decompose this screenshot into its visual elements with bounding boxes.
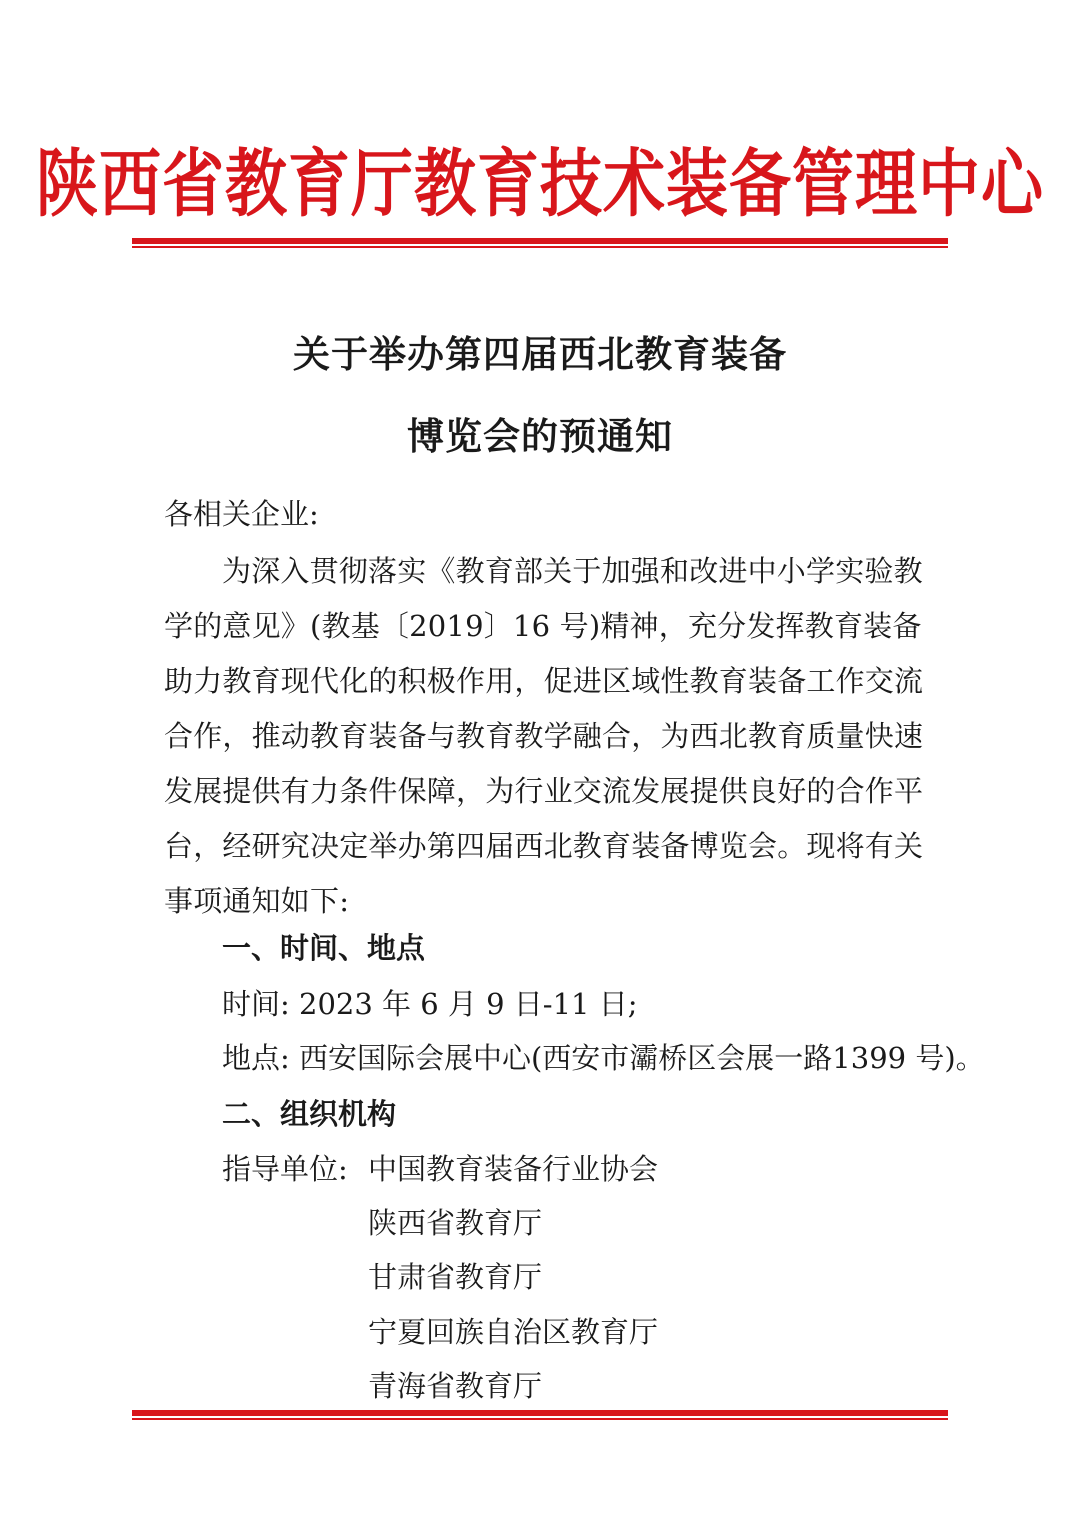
guidance-units-label: 指导单位: [222, 1152, 348, 1186]
salutation: 各相关企业: [164, 497, 319, 531]
paragraph-line: 学的意见》(教基〔2019〕16 号)精神，充分发挥教育装备 [164, 609, 922, 643]
document-title-line-2: 博览会的预通知 [407, 414, 673, 458]
rule-thick-line [132, 238, 948, 244]
event-time: 时间: 2023 年 6 月 9 日-11 日; [222, 987, 638, 1021]
paragraph-line: 合作，推动教育装备与教育教学融合，为西北教育质量快速 [164, 719, 924, 753]
guidance-unit: 宁夏回族自治区教育厅 [368, 1315, 659, 1349]
issuer-name: 陕西省教育厅教育技术装备管理中心 [36, 140, 1045, 227]
intro-paragraph [164, 554, 924, 939]
rule-thick-line [132, 1410, 948, 1416]
footer-rule [132, 1410, 948, 1420]
guidance-unit: 陕西省教育厅 [368, 1206, 543, 1240]
guidance-unit: 甘肃省教育厅 [368, 1260, 543, 1294]
paragraph-line: 为深入贯彻落实《教育部关于加强和改进中小学实验教 [222, 554, 923, 588]
guidance-unit: 中国教育装备行业协会 [368, 1152, 659, 1186]
paragraph-line: 台，经研究决定举办第四届西北教育装备博览会。现将有关 [164, 829, 924, 863]
paragraph-line: 助力教育现代化的积极作用，促进区域性教育装备工作交流 [164, 664, 924, 698]
event-location: 地点: 西安国际会展中心(西安市灞桥区会展一路1399 号)。 [222, 1041, 985, 1075]
rule-thin-line [132, 246, 948, 248]
guidance-unit: 青海省教育厅 [368, 1369, 543, 1403]
masthead-rule [132, 238, 948, 248]
paragraph-line: 事项通知如下: [164, 884, 350, 918]
section-heading-organization: 二、组织机构 [222, 1097, 397, 1131]
section-heading-time-place: 一、时间、地点 [222, 931, 426, 965]
masthead [36, 132, 1045, 236]
rule-thin-line [132, 1418, 948, 1420]
document-title-line-1: 关于举办第四届西北教育装备 [293, 332, 787, 376]
paragraph-line: 发展提供有力条件保障，为行业交流发展提供良好的合作平 [164, 774, 924, 808]
